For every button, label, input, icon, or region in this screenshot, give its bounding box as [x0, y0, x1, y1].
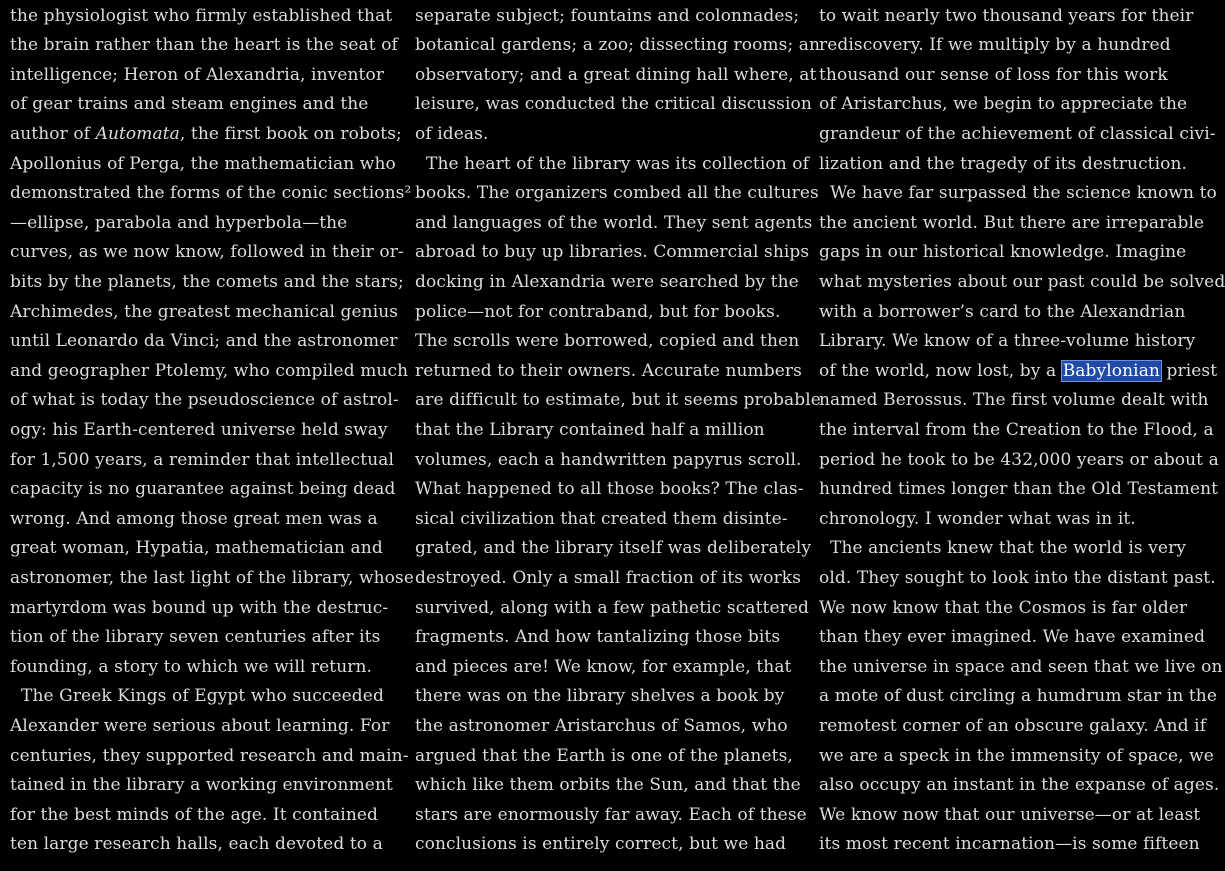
text-line: tion of the library seven centuries after its [10, 627, 381, 648]
text-line: period he took to be 432,000 years or about a [819, 449, 1219, 470]
text-line: volumes, each a handwritten papyrus scroll. [415, 449, 802, 470]
text-line: until Leonardo da Vinci; and the astronomer [10, 331, 398, 352]
text-segment: , the first book on robots; [179, 123, 402, 144]
text-line: thousand our sense of loss for this work [819, 64, 1168, 85]
text-segment: of the world, now lost, by a [819, 360, 1062, 381]
text-line: police—not for contraband, but for books. [415, 301, 781, 322]
text-line: than they ever imagined. We have examined [819, 627, 1206, 648]
text-line: to wait nearly two thousand years for their [819, 5, 1194, 26]
text-line: Archimedes, the greatest mechanical genius [10, 301, 399, 322]
text-line: the interval from the Creation to the Flood, a [819, 419, 1214, 440]
text-line: We have far surpassed the science known to [830, 183, 1217, 204]
text-line: bits by the planets, the comets and the stars; [10, 271, 404, 292]
text-line: capacity is no guarantee against being dead [10, 479, 396, 500]
text-line: we are a speck in the immensity of space, we [819, 745, 1214, 766]
text-line: the brain rather than the heart is the seat of [10, 35, 398, 56]
text-line: astronomer, the last light of the library, whose [10, 567, 414, 588]
text-line: curves, as we now know, followed in their or- [10, 242, 404, 263]
text-line: grated, and the library itself was deliberately [415, 538, 812, 559]
text-line: The heart of the library was its collection of [426, 153, 809, 174]
text-line: a mote of dust circling a humdrum star in the [819, 686, 1218, 707]
text-line: sical civilization that created them disinte- [415, 508, 788, 529]
text-line: wrong. And among those great men was a [10, 508, 378, 529]
text-line: martyrdom was bound up with the destruc- [10, 597, 389, 618]
text-line: ogy: his Earth-centered universe held sway [10, 419, 388, 440]
text-line: hundred times longer than the Old Testament [819, 479, 1219, 500]
text-line: the universe in space and seen that we live on [819, 656, 1223, 677]
text-line: the physiologist who firmly established that [10, 5, 393, 26]
text-line: and geographer Ptolemy, who compiled much [10, 360, 409, 381]
text-line: chronology. I wonder what was in it. [819, 508, 1136, 529]
text-line: conclusions is entirely correct, but we had [415, 834, 787, 855]
selected-word-highlight[interactable]: Babylonian [1062, 360, 1160, 381]
text-line: Alexander were serious about learning. For [10, 715, 390, 736]
text-line: ten large research halls, each devoted to a [10, 834, 383, 855]
text-line: and languages of the world. They sent agents [415, 212, 813, 233]
text-line [10, 120, 402, 150]
text-line: separate subject; fountains and colonnades; [415, 5, 800, 26]
text-line: and pieces are! We know, for example, that [415, 656, 792, 677]
text-line: tained in the library a working environment [10, 775, 393, 796]
text-line: lization and the tragedy of its destruction. [819, 153, 1188, 174]
text-line: Apollonius of Perga, the mathematician who [10, 153, 396, 174]
text-line: The ancients knew that the world is very [830, 538, 1187, 559]
text-line: gaps in our historical knowledge. Imagine [819, 242, 1187, 263]
text-line: remotest corner of an obscure galaxy. And if [819, 715, 1207, 736]
text-line: botanical gardens; a zoo; dissecting rooms; an [415, 35, 821, 56]
text-line: leisure, was conducted the critical discussion [415, 94, 812, 115]
text-line: survived, along with a few pathetic scattered [415, 597, 809, 618]
text-line: stars are enormously far away. Each of these [415, 804, 807, 825]
italic-title: Automata [95, 123, 180, 144]
text-line: also occupy an instant in the expanse of ages. [819, 775, 1220, 796]
text-line: returned to their owners. Accurate numbers [415, 360, 802, 381]
text-line: founding, a story to which we will return. [10, 656, 373, 677]
text-line: rediscovery. If we multiply by a hundred [819, 35, 1171, 56]
text-line: which like them orbits the Sun, and that the [415, 775, 801, 796]
text-line: old. They sought to look into the distant past. [819, 567, 1216, 588]
text-line: of ideas. [415, 123, 489, 144]
text-line: We know now that our universe—or at least [819, 804, 1201, 825]
text-line: centuries, they supported research and main- [10, 745, 409, 766]
text-line: The Greek Kings of Egypt who succeeded [21, 686, 384, 707]
text-line: We now know that the Cosmos is far older [819, 597, 1188, 618]
text-line: are difficult to estimate, but it seems probable [415, 390, 821, 411]
text-line: there was on the library shelves a book by [415, 686, 785, 707]
text-line: for the best minds of the age. It contained [10, 804, 379, 825]
text-line: fragments. And how tantalizing those bits [415, 627, 781, 648]
text-line [819, 357, 1217, 387]
text-line: great woman, Hypatia, mathematician and [10, 538, 383, 559]
text-segment: priest [1160, 360, 1218, 381]
text-line: argued that the Earth is one of the planets, [415, 745, 793, 766]
text-line: docking in Alexandria were searched by the [415, 271, 799, 292]
text-line: —ellipse, parabola and hyperbola—the [10, 212, 348, 233]
text-line: intelligence; Heron of Alexandria, inventor [10, 64, 385, 85]
text-line: the ancient world. But there are irreparable [819, 212, 1205, 233]
text-line: grandeur of the achievement of classical civi- [819, 123, 1216, 144]
text-line: demonstrated the forms of the conic sections² [10, 183, 412, 204]
text-line: books. The organizers combed all the cultures [415, 183, 819, 204]
text-line: destroyed. Only a small fraction of its works [415, 567, 802, 588]
text-line: What happened to all those books? The clas- [415, 479, 804, 500]
text-line: with a borrower’s card to the Alexandrian [819, 301, 1186, 322]
text-line: observatory; and a great dining hall where, at [415, 64, 817, 85]
text-line: named Berossus. The first volume dealt with [819, 390, 1209, 411]
text-line: the astronomer Aristarchus of Samos, who [415, 715, 788, 736]
text-segment: author of [10, 123, 96, 144]
text-line: that the Library contained half a million [415, 419, 765, 440]
text-line: for 1,500 years, a reminder that intellectual [10, 449, 395, 470]
text-line: The scrolls were borrowed, copied and then [415, 331, 800, 352]
text-line: of Aristarchus, we begin to appreciate the [819, 94, 1188, 115]
text-line: Library. We know of a three-volume history [819, 331, 1196, 352]
text-line: what mysteries about our past could be solved [819, 271, 1225, 292]
text-line: of what is today the pseudoscience of astrol- [10, 390, 399, 411]
text-line: abroad to buy up libraries. Commercial ships [415, 242, 810, 263]
text-line: of gear trains and steam engines and the [10, 94, 369, 115]
text-line: its most recent incarnation—is some fifteen [819, 834, 1200, 855]
